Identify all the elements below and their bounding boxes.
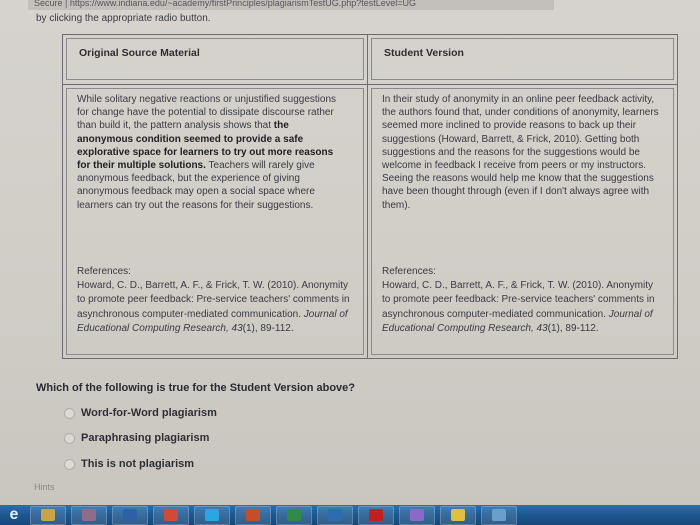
original-header-cell (63, 35, 368, 85)
taskbar (0, 505, 700, 525)
student-header: Student Version (384, 47, 464, 59)
original-passage-bold: the anonymous condition seemed to provide a safe explorative space for learners to try out more reasons for their multiple solutions. (77, 120, 334, 172)
student-references (382, 265, 657, 336)
option-word-for-word[interactable] (64, 405, 217, 421)
references-citation: Howard, C. D., Barrett, A. F., & Frick, T. W. (2010). Anonymity to promote peer feedback: Pre-service teachers' comments in asynchronous computer-mediated communication. (382, 280, 655, 320)
skype-icon (205, 509, 219, 521)
original-passage-text-2: Teachers will rarely give anonymous feedback, but the experience of giving anonymous feedback may open a social space where learners can try out the reasons for their suggestions. (77, 160, 315, 211)
radio-button[interactable] (64, 459, 75, 470)
original-passage-text: While solitary negative reactions or unjustified suggestions for change have the potential to dissipate discourse rather than build it, the pattern analysis shows that (77, 94, 337, 132)
acrobat-taskbar-button[interactable] (358, 506, 394, 525)
address-bar[interactable]: Secure | https://www.indiana.edu/~academy/firstPrinciples/plagiarismTestUG.php?testLevel=UG (28, 0, 554, 10)
instructions-text: by clicking the appropriate radio button. (36, 13, 211, 24)
option-not-plagiarism[interactable] (64, 456, 194, 472)
student-content-cell (368, 85, 678, 359)
option-label: This is not plagiarism (81, 458, 195, 470)
references-pages: (1), 89-112. (242, 322, 294, 334)
excel-icon (287, 509, 301, 521)
chrome-taskbar-button[interactable] (153, 506, 189, 525)
option-paraphrasing[interactable] (64, 430, 209, 446)
outlook-taskbar-button[interactable] (317, 506, 353, 525)
itunes-taskbar-button[interactable] (399, 506, 435, 525)
references-pages: (1), 89-112. (547, 322, 599, 334)
student-header-cell (368, 35, 678, 85)
references-journal: Journal of Educational Computing Research, 43 (382, 308, 653, 334)
question-text: Which of the following is true for the Student Version above? (36, 382, 356, 394)
radio-button[interactable] (64, 433, 75, 444)
outlook-icon (328, 509, 342, 521)
media-icon (82, 509, 96, 521)
radio-button[interactable] (64, 408, 75, 419)
windows-ie-icon[interactable]: e (9, 506, 19, 523)
chrome-icon (164, 509, 178, 521)
original-references (77, 265, 352, 336)
option-label: Paraphrasing plagiarism (81, 432, 210, 444)
photos-icon (492, 509, 506, 521)
powerpoint-icon (246, 509, 260, 521)
references-citation: Howard, C. D., Barrett, A. F., & Frick, T. W. (2010). Anonymity to promote peer feedback: Pre-service teachers' comments in asynchronous computer-mediated communication. (77, 280, 350, 320)
option-label: Word-for-Word plagiarism (81, 407, 217, 419)
itunes-icon (410, 509, 424, 521)
media-taskbar-button[interactable] (71, 506, 107, 525)
excel-taskbar-button[interactable] (276, 506, 312, 525)
notes-taskbar-button[interactable] (440, 506, 476, 525)
original-passage (77, 93, 347, 212)
comparison-table (62, 34, 678, 359)
original-content-cell (63, 85, 368, 359)
references-label: References: (382, 266, 436, 277)
photos-taskbar-button[interactable] (481, 506, 517, 525)
student-passage: In their study of anonymity in an online peer feedback activity, the authors found that, under conditions of anonymity, learners seemed more inclined to provide reasons to back up their suggestions (Howard, Barrett, & Frick, 2010). Getting both suggestions and the reasons for the suggestions would be welcome in feedback I receive from peers or my instructors. Seeing the reasons would help me know that the suggestions have been thought through (even if I don't always agree with them). (382, 94, 659, 211)
word-taskbar-button[interactable] (112, 506, 148, 525)
notes-icon (451, 509, 465, 521)
powerpoint-taskbar-button[interactable] (235, 506, 271, 525)
folder-taskbar-button[interactable] (30, 506, 66, 525)
references-journal: Journal of Educational Computing Research, 43 (77, 308, 348, 334)
acrobat-icon (369, 509, 383, 521)
skype-taskbar-button[interactable] (194, 506, 230, 525)
hints-link[interactable]: Hints (34, 482, 55, 492)
references-label: References: (77, 266, 131, 277)
word-icon (123, 509, 137, 521)
original-header: Original Source Material (79, 47, 200, 59)
folder-icon (41, 509, 55, 521)
taskbar-apps (25, 506, 517, 525)
